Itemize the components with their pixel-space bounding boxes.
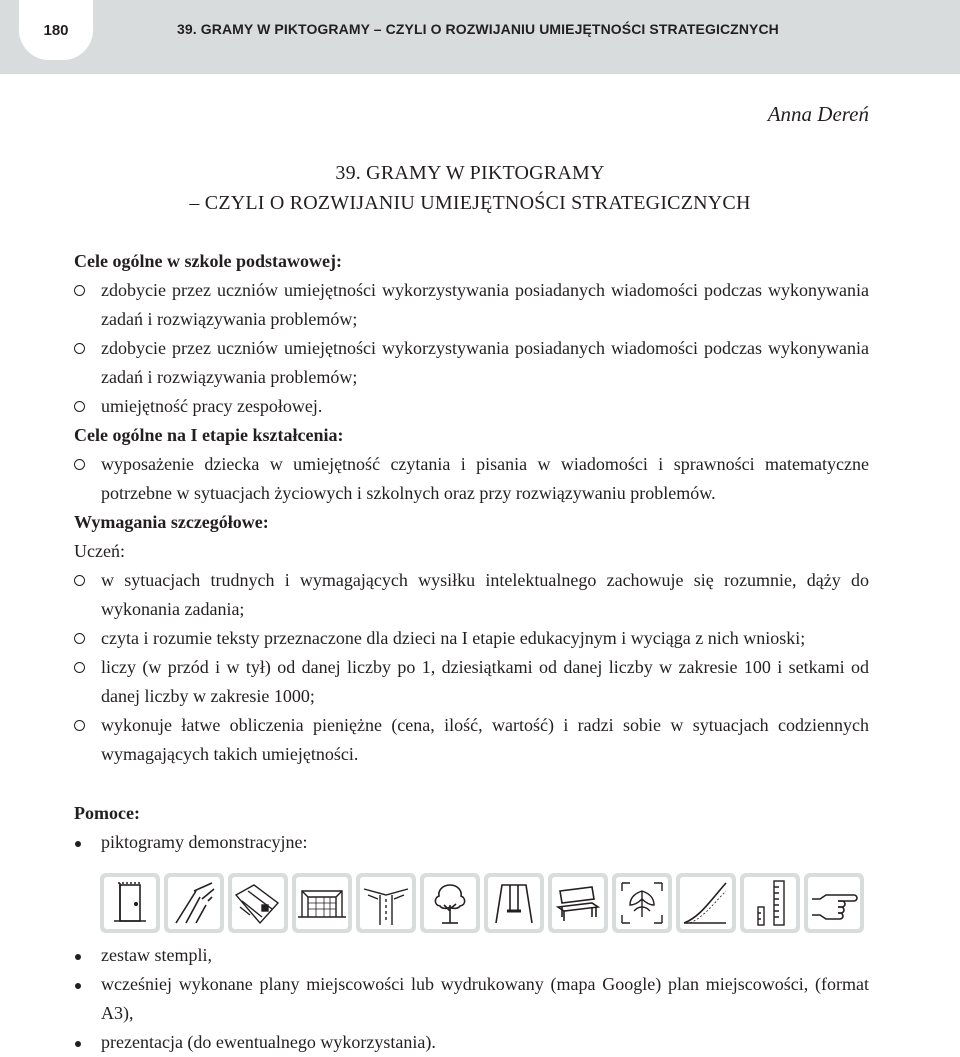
list-item: w sytuacjach trudnych i wymagających wysiłku intelektualnego zachowuje się rozumnie, dąży do wykonania zadania; bbox=[74, 566, 869, 624]
wymagania-list bbox=[74, 566, 869, 769]
leaf-icon bbox=[612, 873, 672, 933]
list-item: wcześniej wykonane plany miejscowości lub wydrukowany (mapa Google) plan miejscowości, (format A3), bbox=[74, 970, 869, 1028]
bench-icon bbox=[548, 873, 608, 933]
list-item: zdobycie przez uczniów umiejętności wykorzystywania posiadanych wiadomości podczas wykonywania zadań i rozwiązywania problemów; bbox=[74, 334, 869, 392]
list-item: zestaw stempli, bbox=[74, 941, 869, 970]
pomoce-list bbox=[74, 941, 869, 1057]
running-title: 39. GRAMY W PIKTOGRAMY – CZYLI O ROZWIJANIU UMIEJĘTNOŚCI STRATEGICZNYCH bbox=[177, 21, 779, 37]
list-item: liczy (w przód i w tył) od danej liczby po 1, dziesiątkami od danej liczby w zakresie 100 i setkami od danej liczby w zakresie 1000; bbox=[74, 653, 869, 711]
chapter-title-line2: – CZYLI O ROZWIJANIU UMIEJĘTNOŚCI STRATEGICZNYCH bbox=[189, 192, 751, 214]
cele-etap-list bbox=[74, 450, 869, 508]
pointing-hand-icon bbox=[804, 873, 864, 933]
page-header bbox=[0, 0, 960, 74]
list-item: czyta i rozumie teksty przeznaczone dla dzieci na I etapie edukacyjnym i wyciąga z nich wnioski; bbox=[74, 624, 869, 653]
section-heading-wymagania: Wymagania szczegółowe: bbox=[74, 512, 269, 532]
swing-icon bbox=[484, 873, 544, 933]
page-number: 180 bbox=[19, 0, 93, 60]
chapter-title-line1: 39. GRAMY W PIKTOGRAMY bbox=[335, 162, 605, 184]
goal-net-icon bbox=[292, 873, 352, 933]
pomoce-first-list bbox=[74, 828, 869, 857]
wymagania-intro: Uczeń: bbox=[74, 541, 125, 561]
tree-icon bbox=[420, 873, 480, 933]
pictogram-row bbox=[100, 873, 864, 933]
list-item: prezentacja (do ewentualnego wykorzystania). bbox=[74, 1028, 869, 1057]
ruler-icon bbox=[740, 873, 800, 933]
door-icon bbox=[100, 873, 160, 933]
list-item: wyposażenie dziecka w umiejętność czytania i pisania w wiadomości i sprawności matematyczne potrzebne w sytuacjach życiowych i szkolnych oraz przy rozwiązywaniu problemów. bbox=[74, 450, 869, 508]
street-map-icon bbox=[228, 873, 288, 933]
section-heading-cele-szkola: Cele ogólne w szkole podstawowej: bbox=[74, 251, 342, 271]
list-item: zdobycie przez uczniów umiejętności wykorzystywania posiadanych wiadomości podczas wykonywania zadań i rozwiązywania problemów; bbox=[74, 276, 869, 334]
author-name: Anna Dereń bbox=[767, 102, 869, 126]
main-content bbox=[74, 247, 869, 857]
hill-slope-icon bbox=[676, 873, 736, 933]
list-item: wykonuje łatwe obliczenia pieniężne (cena, ilość, wartość) i radzi sobie w sytuacjach codziennych wymagających takich umiejętności. bbox=[74, 711, 869, 769]
section-heading-pomoce: Pomoce: bbox=[74, 803, 140, 823]
list-item: umiejętność pracy zespołowej. bbox=[74, 392, 869, 421]
crossroad-icon bbox=[356, 873, 416, 933]
road-fork-icon bbox=[164, 873, 224, 933]
list-item: piktogramy demonstracyjne: bbox=[74, 828, 869, 857]
cele-szkola-list bbox=[74, 276, 869, 421]
chapter-title bbox=[0, 158, 940, 218]
section-heading-cele-etap: Cele ogólne na I etapie kształcenia: bbox=[74, 425, 344, 445]
